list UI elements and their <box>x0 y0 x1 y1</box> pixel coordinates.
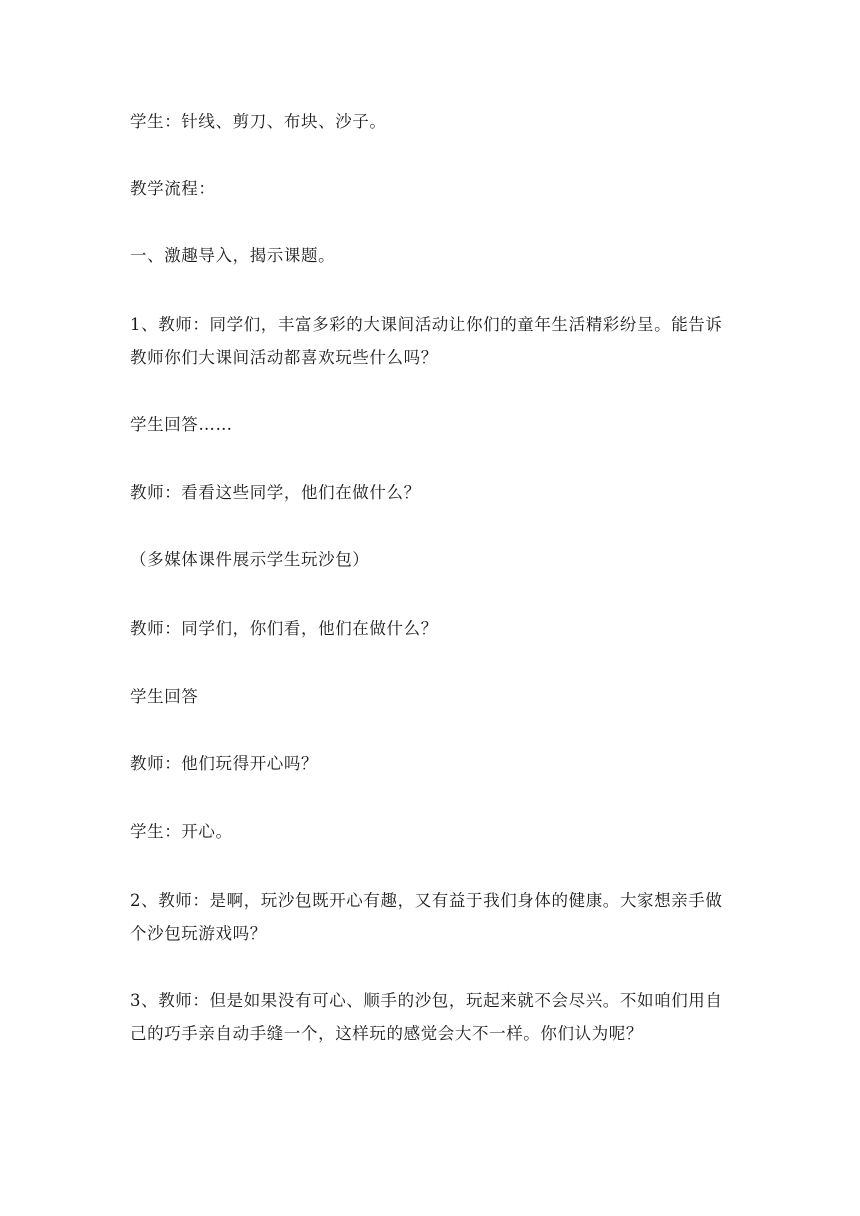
paragraph-step-2: 2、教师：是啊，玩沙包既开心有趣，又有益于我们身体的健康。大家想亲手做个沙包玩游戏吗？ <box>130 891 723 943</box>
paragraph-section-one-heading: 一、激趣导入，揭示课题。 <box>130 246 336 265</box>
paragraph-teacher-question-3: 教师：他们玩得开心吗？ <box>130 754 319 773</box>
paragraph-teacher-question-2: 教师：同学们，你们看，他们在做什么？ <box>130 619 438 638</box>
paragraph-multimedia-note: （多媒体课件展示学生玩沙包） <box>130 550 370 569</box>
paragraph-student-answer-3: 学生：开心。 <box>130 822 233 841</box>
paragraph-process-heading: 教学流程： <box>130 179 216 198</box>
paragraph-step-3: 3、教师：但是如果没有可心、顺手的沙包，玩起来就不会尽兴。不如咱们用自己的巧手亲自动手缝一个，这样玩的感觉会大不一样。你们认为呢？ <box>130 991 723 1043</box>
paragraph-teacher-question-1: 教师：看看这些同学，他们在做什么？ <box>130 483 421 502</box>
paragraph-student-answer-2: 学生回答 <box>130 687 199 706</box>
paragraph-step-1: 1、教师：同学们，丰富多彩的大课间活动让你们的童年生活精彩纷呈。能告诉教师你们大课间活动都喜欢玩些什么吗？ <box>130 315 723 367</box>
paragraph-student-answer-1: 学生回答…… <box>130 415 233 434</box>
paragraph-materials: 学生：针线、剪刀、布块、沙子。 <box>130 112 387 131</box>
